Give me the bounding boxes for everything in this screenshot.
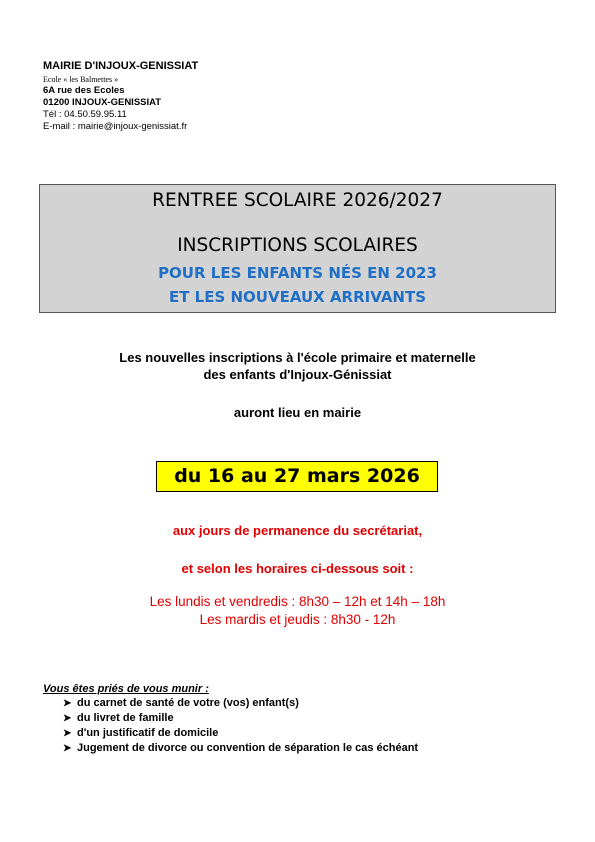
email-address: E-mail : mairie@injoux-genissiat.fr [43, 121, 188, 132]
intro-line-2: des enfants d'Injoux-Génissiat [203, 367, 392, 382]
school-name: Ecole « les Balmettes » [43, 75, 119, 84]
street-address: 6A rue des Ecoles [43, 85, 125, 96]
rentree-title: RENTREE SCOLAIRE 2026/2027 [152, 190, 443, 211]
location-text: auront lieu en mairie [233, 405, 362, 420]
documents-section [43, 682, 418, 756]
documents-list [43, 696, 418, 756]
intro-text [0, 349, 595, 383]
mairie-name: MAIRIE D'INJOUX-GENISSIAT [43, 60, 199, 72]
intro-line-1: Les nouvelles inscriptions à l'école primaire et maternelle [119, 350, 476, 365]
postal-city: 01200 INJOUX-GENISSIAT [43, 97, 162, 108]
hours-line-1: Les lundis et vendredis : 8h30 – 12h et 14h – 18h [149, 594, 446, 609]
permanence-line-1: aux jours de permanence du secrétariat, [172, 523, 423, 538]
list-item: ➤ du livret de famille [63, 712, 174, 724]
mairie-header [43, 60, 198, 133]
list-item: ➤ du carnet de santé de votre (vos) enfant(s) [63, 697, 299, 709]
arrow-bullet-icon: ➤ [63, 698, 72, 709]
banner-subtitle-2: ET LES NOUVEAUX ARRIVANTS [168, 288, 427, 306]
date-highlight: du 16 au 27 mars 2026 [156, 461, 438, 492]
banner-subtitle-1: POUR LES ENFANTS NÉS EN 2023 [158, 264, 437, 282]
hours-line-2: Les mardis et jeudis : 8h30 - 12h [199, 612, 396, 627]
inscriptions-title: INSCRIPTIONS SCOLAIRES [177, 235, 418, 256]
title-banner [39, 184, 556, 313]
list-item: ➤ Jugement de divorce ou convention de séparation le cas échéant [63, 742, 419, 754]
arrow-bullet-icon: ➤ [63, 743, 72, 754]
documents-title: Vous êtes priés de vous munir : [43, 683, 209, 695]
phone-number: Tél : 04.50.59.95.11 [43, 109, 127, 120]
arrow-bullet-icon: ➤ [63, 713, 72, 724]
permanence-line-2: et selon les horaires ci-dessous soit : [181, 561, 414, 576]
list-item: ➤ d'un justificatif de domicile [63, 727, 219, 739]
arrow-bullet-icon: ➤ [63, 728, 72, 739]
